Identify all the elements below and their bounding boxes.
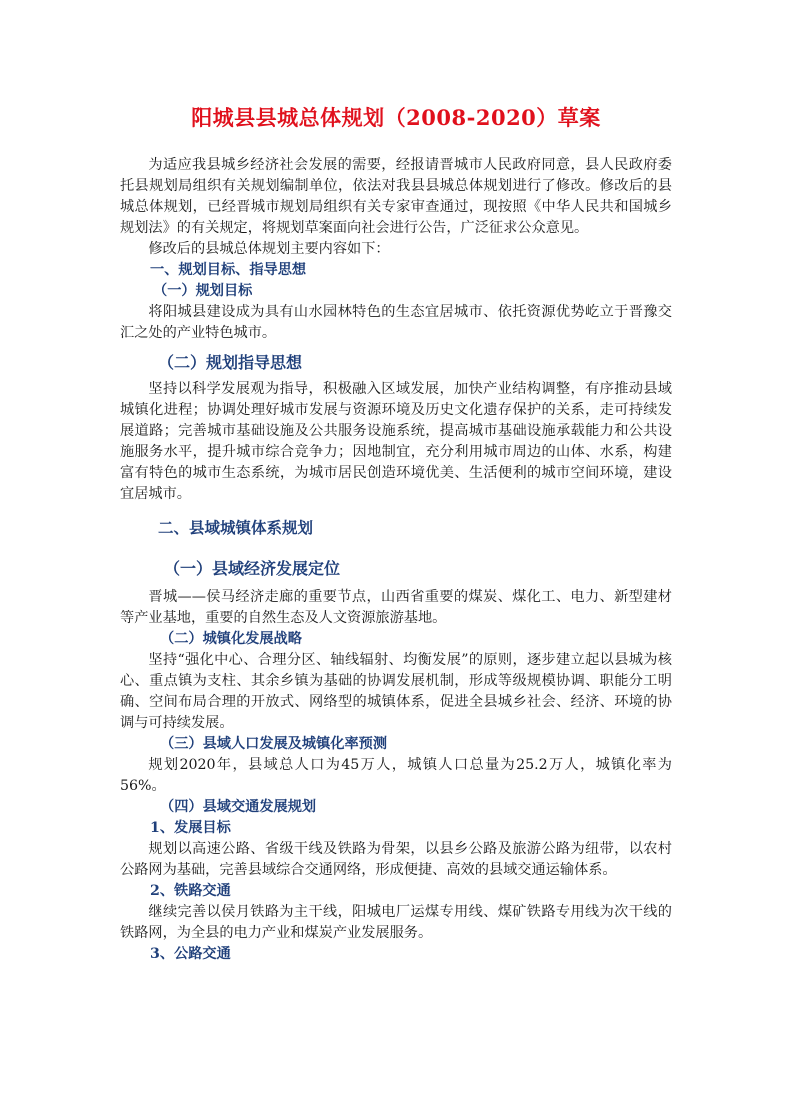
subsection-heading-1-1: （一）规划目标 (153, 283, 253, 299)
subsection-heading-2-2: （二）城镇化发展战略 (160, 631, 302, 647)
document-body (120, 155, 672, 965)
subsection-text-1-2: 坚持以科学发展观为指导，积极融入区域发展，加快产业结构调整，有序推动县域城镇化进程；协调处理好城市发展与资源环境及历史文化遗存保护的关系，走可持续发展道路；完善城市基础设施及公共服务设施系统，提高城市基础设施承载能力和公共设施服务水平，提升城市综合竞争力；因地制宜，充分利用城市周边的山体、水系，构建富有特色的城市生态系统，为城市居民创造环境优美、生活便利的城市空间环境，建设宜居城市。 (120, 381, 672, 502)
document-title: 阳城县县城总体规划（2008-2020）草案 (191, 105, 601, 130)
subsection-heading-2-1: （一）县域经济发展定位 (164, 559, 341, 578)
intro-paragraph: 为适应我县城乡经济社会发展的需要，经报请晋城市人民政府同意，县人民政府委托县规划局组织有关规划编制单位，依法对我县县城总体规划进行了修改。修改后的县城总体规划，已经晋城市规划局组织有关专家审查通过，现按照《中华人民共和国城乡规划法》的有关规定，将规划草案面向社会进行公告，广泛征求公众意见。 (120, 157, 672, 236)
intro-lead: 修改后的县城总体规划主要内容如下： (148, 241, 390, 257)
item-text-1: 规划以高速公路、省级干线及铁路为骨架，以县乡公路及旅游公路为纽带，以农村公路网为基础，完善县域综合交通网络，形成便捷、高效的县域交通运输体系。 (120, 841, 672, 878)
item-heading-2: 2、铁路交通 (150, 883, 231, 899)
item-text-2: 继续完善以侯月铁路为主干线，阳城电厂运煤专用线、煤矿铁路专用线为次干线的铁路网，为全县的电力产业和煤炭产业发展服务。 (120, 904, 672, 941)
subsection-text-2-2: 坚持“强化中心、合理分区、轴线辐射、均衡发展”的原则，逐步建立起以县城为核心、重点镇为支柱、其余乡镇为基础的协调发展机制，形成等级规模协调、职能分工明确、空间布局合理的开放式、网络型的城镇体系，促进全县城乡社会、经济、环境的协调与可持续发展。 (120, 652, 672, 731)
subsection-text-2-3: 规划2020年，县域总人口为45万人，城镇人口总量为25.2万人，城镇化率为56%。 (120, 757, 672, 794)
item-heading-1: 1、发展目标 (150, 820, 231, 836)
subsection-text-1-1: 将阳城县建设成为具有山水园林特色的生态宜居城市、依托资源优势屹立于晋豫交汇之处的产业特色城市。 (120, 304, 672, 341)
subsection-heading-2-4: （四）县域交通发展规划 (160, 799, 317, 815)
section-heading-2: 二、县域城镇体系规划 (158, 518, 314, 537)
item-heading-3: 3、公路交通 (150, 946, 231, 962)
subsection-heading-1-2: （二）规划指导思想 (158, 353, 303, 372)
subsection-heading-2-3: （三）县域人口发展及城镇化率预测 (160, 736, 388, 752)
subsection-text-2-1: 晋城——侯马经济走廊的重要节点，山西省重要的煤炭、煤化工、电力、新型建材等产业基地，重要的自然生态及人文资源旅游基地。 (120, 589, 672, 626)
section-heading-1: 一、规划目标、指导思想 (150, 262, 307, 278)
